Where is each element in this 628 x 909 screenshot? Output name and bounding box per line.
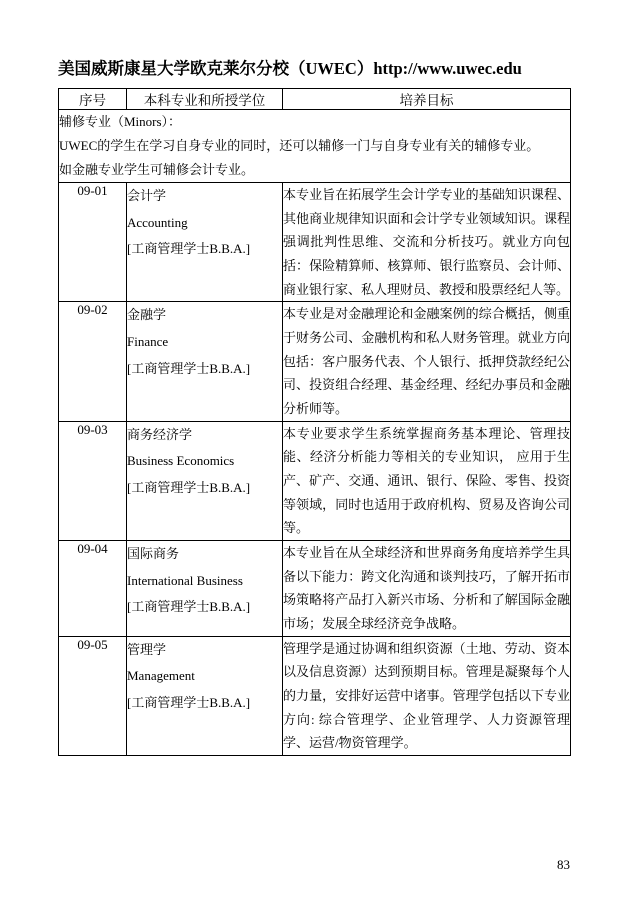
- major-name-cn: 商务经济学: [127, 426, 193, 442]
- row-major: [127, 636, 283, 755]
- row-sequence: 09-05: [59, 636, 127, 755]
- page-title: 美国威斯康星大学欧克莱尔分校（UWEC）http://www.uwec.edu: [58, 59, 522, 78]
- row-major: [127, 183, 283, 302]
- majors-table: [58, 88, 571, 756]
- page-number: 83: [557, 857, 570, 872]
- row-goal: 管理学是通过协调和组织资源（土地、劳动、资本以及信息资源）达到预期目标。管理是凝聚每个人的力量，安排好运营中诸事。管理学包括以下专业方向: 综合管理学、企业管理学、人力资源管理学、运营/物资管理学。: [283, 636, 571, 755]
- major-name-cn: 会计学: [127, 188, 167, 204]
- minors-note-cell: [59, 110, 571, 183]
- column-header-seq: 序号: [59, 89, 127, 110]
- table-row: [59, 183, 571, 302]
- major-degree: [工商管理学士B.B.A.]: [127, 360, 251, 376]
- minors-note-line-3: 如金融专业学生可辅修会计专业。: [59, 162, 255, 178]
- column-header-goal: 培养目标: [283, 89, 571, 110]
- minors-note-line-2: UWEC的学生在学习自身专业的同时，还可以辅修一门与自身专业有关的辅修专业。: [59, 138, 540, 154]
- table-row: [59, 421, 571, 540]
- row-goal: 本专业旨在拓展学生会计学专业的基础知识课程、其他商业规律知识面和会计学专业领域知识。课程强调批判性思维、交流和分析技巧。就业方向包括：保险精算师、核算师、银行监察员、会计师、商业银行家、私人理财员、教授和股票经纪人等。: [283, 183, 571, 302]
- table-header: [59, 89, 571, 110]
- major-name-en: Management: [127, 668, 195, 684]
- row-sequence: 09-01: [59, 183, 127, 302]
- row-sequence: 09-04: [59, 540, 127, 636]
- table-body: [59, 110, 571, 756]
- minors-note-line-1: 辅修专业（Minors）：: [59, 114, 182, 129]
- table-row: [59, 540, 571, 636]
- major-degree: [工商管理学士B.B.A.]: [127, 479, 251, 495]
- major-degree: [工商管理学士B.B.A.]: [127, 694, 251, 710]
- row-goal: 本专业旨在从全球经济和世界商务角度培养学生具备以下能力：跨文化沟通和谈判技巧，了解开拓市场策略将产品打入新兴市场、分析和了解国际金融市场；发展全球经济竞争战略。: [283, 540, 571, 636]
- row-sequence: 09-03: [59, 421, 127, 540]
- row-major: [127, 540, 283, 636]
- major-degree: [工商管理学士B.B.A.]: [127, 599, 251, 615]
- major-name-en: Accounting: [127, 214, 188, 230]
- row-major: [127, 421, 283, 540]
- major-name-cn: 金融学: [127, 307, 167, 323]
- major-name-en: International Business: [127, 572, 243, 588]
- major-name-en: Finance: [127, 334, 169, 350]
- table-row-note: [59, 110, 571, 183]
- column-header-major: 本科专业和所授学位: [127, 89, 283, 110]
- row-major: [127, 302, 283, 421]
- row-goal: 本专业要求学生系统掌握商务基本理论、管理技能、经济分析能力等相关的专业知识， 应用于生产、矿产、交通、通讯、银行、保险、零售、投资等领域，同时也适用于政府机构、贸易及咨询公司等。: [283, 421, 571, 540]
- table-row: [59, 636, 571, 755]
- major-name-cn: 国际商务: [127, 545, 180, 561]
- row-goal: 本专业是对金融理论和金融案例的综合概括，侧重于财务公司、金融机构和私人财务管理。就业方向包括：客户服务代表、个人银行、抵押贷款经纪公司、投资组合经理、基金经理、经纪办事员和金融分析师等。: [283, 302, 571, 421]
- row-sequence: 09-02: [59, 302, 127, 421]
- major-name-en: Business Economics: [127, 453, 235, 469]
- major-degree: [工商管理学士B.B.A.]: [127, 241, 251, 257]
- major-name-cn: 管理学: [127, 641, 167, 657]
- table-row: [59, 302, 571, 421]
- table-header-row: [59, 89, 571, 110]
